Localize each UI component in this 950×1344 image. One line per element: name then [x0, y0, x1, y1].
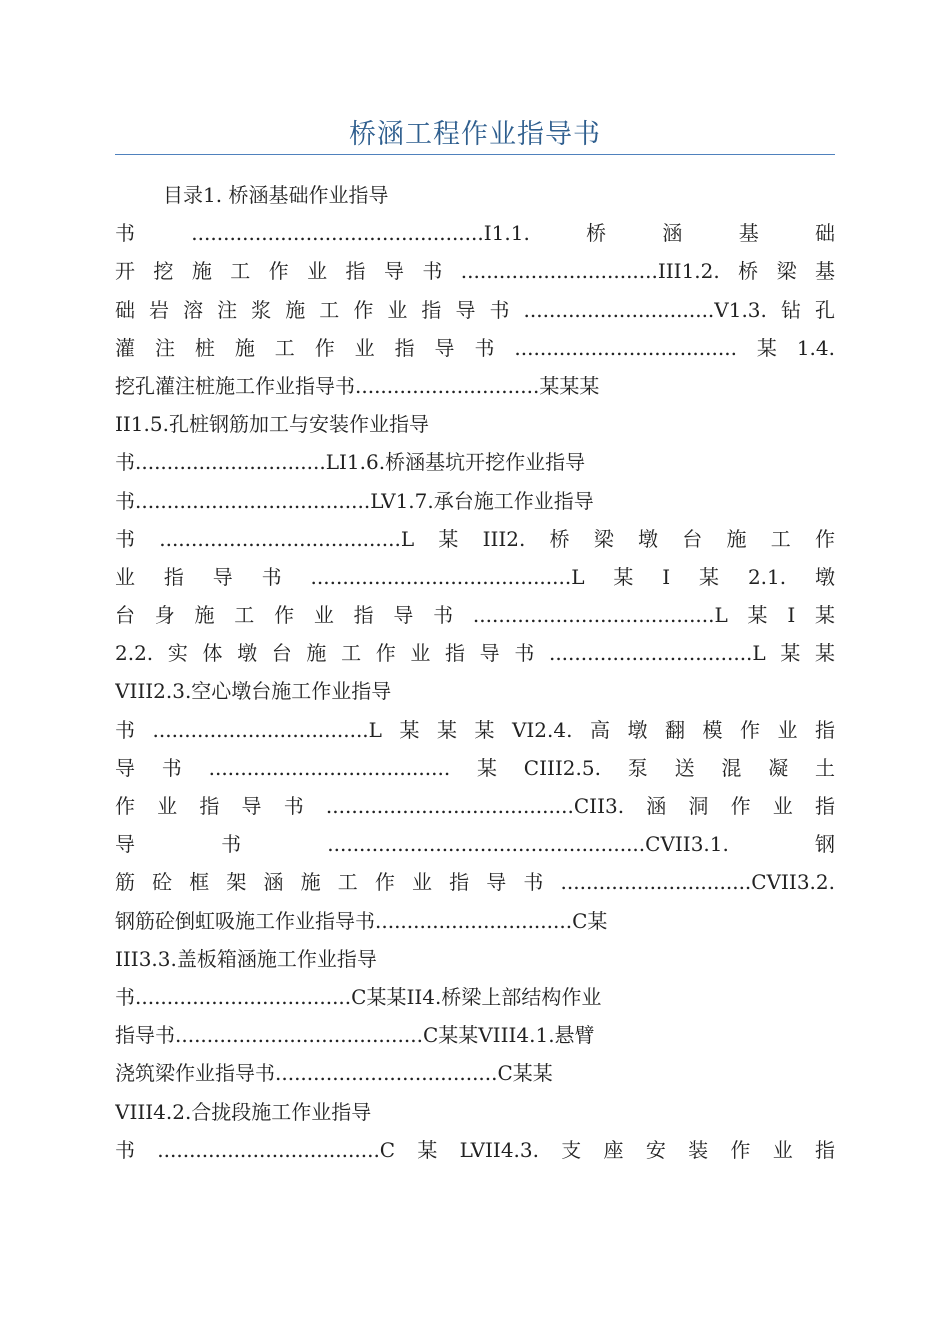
toc-line: 书..............................................I1.1.桥涵基础 — [115, 221, 835, 246]
toc-line: 灌注桩施工作业指导书...................................某1.4. — [115, 335, 835, 360]
toc-line: 筋砼框架涵施工作业指导书..............................CVII3.2. — [115, 870, 835, 895]
document-title: 桥涵工程作业指导书 — [349, 119, 601, 150]
toc-line: 书......................................L某III2.桥梁墩台施工作 — [115, 526, 835, 551]
toc-line: II1.5.孔桩钢筋加工与安装作业指导 — [115, 412, 429, 437]
toc-line: 2.2.实体墩台施工作业指导书................................L某某 — [115, 641, 835, 666]
toc-line: 开挖施工作业指导书...............................III1.2.桥梁基 — [115, 259, 835, 284]
title-underline — [115, 154, 835, 155]
toc-line: 书...................................C某LVII4.3.支座安装作业指 — [115, 1137, 835, 1162]
toc-line: 浇筑梁作业指导书...................................C某某 — [115, 1061, 553, 1086]
toc-line: 作业指导书.......................................CII3.涵洞作业指 — [115, 794, 835, 818]
toc-line: 础岩溶注浆施工作业指导书..............................V1.3.钻孔 — [115, 297, 835, 322]
toc-line: 导书..................................................CVII3.1.钢 — [115, 832, 835, 857]
toc-line: 书..................................C某某II4.桥梁上部结构作业 — [115, 984, 602, 1009]
toc-line: VIII2.3.空心墩台施工作业指导 — [115, 679, 392, 704]
toc-line: 书..............................LI1.6.桥涵基坑开挖作业指导 — [115, 450, 586, 475]
toc-line: 导书......................................某CIII2.5.泵送混凝土 — [115, 755, 835, 780]
table-of-contents — [115, 176, 835, 1169]
toc-line: 挖孔灌注桩施工作业指导书.............................某某某 — [115, 373, 600, 398]
toc-line: VIII4.2.合拢段施工作业指导 — [115, 1099, 372, 1124]
toc-line: 钢筋砼倒虹吸施工作业指导书...............................C某 — [115, 908, 608, 933]
toc-line: 业指导书.........................................L某I某2.1.墩 — [115, 564, 835, 589]
toc-line: 书.....................................LV1.7.承台施工作业指导 — [115, 488, 594, 513]
toc-line: 目录1. 桥涵基础作业指导 — [163, 183, 389, 207]
toc-line: 台身施工作业指导书......................................L某I某 — [115, 603, 835, 628]
toc-line: 书..................................L某某某VI2.4.高墩翻模作业指 — [115, 717, 835, 742]
toc-line: 指导书.......................................C某某VIII4.1.悬臂 — [115, 1023, 595, 1048]
toc-line: III3.3.盖板箱涵施工作业指导 — [115, 946, 377, 971]
